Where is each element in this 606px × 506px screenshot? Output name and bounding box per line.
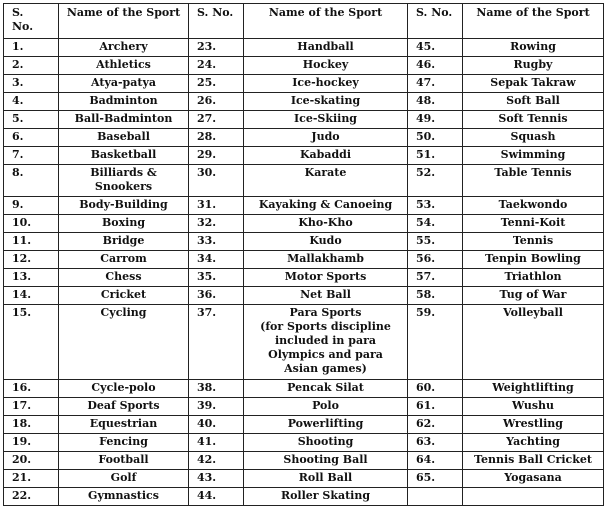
sport-name-cell: Yachting xyxy=(463,434,604,452)
sport-name-cell: Tenpin Bowling xyxy=(463,251,604,269)
serial-number-cell: 39. xyxy=(189,398,244,416)
serial-number-cell: 46. xyxy=(408,57,463,75)
serial-number-cell: 44. xyxy=(189,488,244,506)
table-row xyxy=(4,434,604,452)
sport-name-cell: Squash xyxy=(463,129,604,147)
sports-list-page xyxy=(3,3,603,502)
sport-name-cell: Judo xyxy=(244,129,408,147)
serial-number-cell: 38. xyxy=(189,380,244,398)
serial-number-cell: 18. xyxy=(4,416,59,434)
sport-name-cell: Kabaddi xyxy=(244,147,408,165)
serial-number-cell: 48. xyxy=(408,93,463,111)
serial-number-cell: 60. xyxy=(408,380,463,398)
table-row xyxy=(4,398,604,416)
table-row xyxy=(4,39,604,57)
sport-name-cell: Ball-Badminton xyxy=(59,111,189,129)
sport-name-cell: Shooting xyxy=(244,434,408,452)
serial-number-cell: 65. xyxy=(408,470,463,488)
serial-number-cell: 42. xyxy=(189,452,244,470)
serial-number-cell xyxy=(408,488,463,506)
sport-name-cell: Basketball xyxy=(59,147,189,165)
sport-name-cell: Handball xyxy=(244,39,408,57)
serial-number-cell: 59. xyxy=(408,305,463,380)
table-row xyxy=(4,57,604,75)
serial-number-cell: 41. xyxy=(189,434,244,452)
sport-name-cell: Taekwondo xyxy=(463,197,604,215)
serial-number-cell: 24. xyxy=(189,57,244,75)
sport-name-cell: Pencak Silat xyxy=(244,380,408,398)
serial-number-cell: 9. xyxy=(4,197,59,215)
sport-name-cell: Cricket xyxy=(59,287,189,305)
header-sno: S. No. xyxy=(408,4,463,39)
serial-number-cell: 15. xyxy=(4,305,59,380)
serial-number-cell: 36. xyxy=(189,287,244,305)
sport-name-cell: Kho-Kho xyxy=(244,215,408,233)
table-row xyxy=(4,305,604,380)
sport-name-cell: Tennis xyxy=(463,233,604,251)
serial-number-cell: 57. xyxy=(408,269,463,287)
serial-number-cell: 35. xyxy=(189,269,244,287)
serial-number-cell: 58. xyxy=(408,287,463,305)
serial-number-cell: 40. xyxy=(189,416,244,434)
sport-name-cell: Baseball xyxy=(59,129,189,147)
table-row xyxy=(4,287,604,305)
serial-number-cell: 2. xyxy=(4,57,59,75)
sport-name-cell: Karate xyxy=(244,165,408,197)
table-row xyxy=(4,75,604,93)
serial-number-cell: 43. xyxy=(189,470,244,488)
sport-name-cell: Cycling xyxy=(59,305,189,380)
serial-number-cell: 33. xyxy=(189,233,244,251)
serial-number-cell: 4. xyxy=(4,93,59,111)
sport-name-cell: Football xyxy=(59,452,189,470)
sport-name-cell: Equestrian xyxy=(59,416,189,434)
sport-name-cell: Billiards & Snookers xyxy=(59,165,189,197)
sport-name-cell: Sepak Takraw xyxy=(463,75,604,93)
sport-name-cell: Kayaking & Canoeing xyxy=(244,197,408,215)
header-sno: S. No. xyxy=(4,4,59,39)
sport-name-cell: Weightlifting xyxy=(463,380,604,398)
serial-number-cell: 32. xyxy=(189,215,244,233)
serial-number-cell: 54. xyxy=(408,215,463,233)
serial-number-cell: 61. xyxy=(408,398,463,416)
serial-number-cell: 10. xyxy=(4,215,59,233)
serial-number-cell: 1. xyxy=(4,39,59,57)
sport-name-cell: Para Sports (for Sports discipline included in para Olympics and para Asian games) xyxy=(244,305,408,380)
table-row xyxy=(4,470,604,488)
table-row xyxy=(4,215,604,233)
sport-name-cell: Mallakhamb xyxy=(244,251,408,269)
serial-number-cell: 37. xyxy=(189,305,244,380)
serial-number-cell: 22. xyxy=(4,488,59,506)
serial-number-cell: 17. xyxy=(4,398,59,416)
serial-number-cell: 5. xyxy=(4,111,59,129)
serial-number-cell: 7. xyxy=(4,147,59,165)
serial-number-cell: 13. xyxy=(4,269,59,287)
serial-number-cell: 34. xyxy=(189,251,244,269)
table-row xyxy=(4,197,604,215)
table-row xyxy=(4,233,604,251)
sport-name-cell: Badminton xyxy=(59,93,189,111)
table-row xyxy=(4,129,604,147)
sport-name-cell: Ice-skating xyxy=(244,93,408,111)
serial-number-cell: 62. xyxy=(408,416,463,434)
sport-name-cell: Carrom xyxy=(59,251,189,269)
sport-name-cell: Tenni-Koit xyxy=(463,215,604,233)
serial-number-cell: 31. xyxy=(189,197,244,215)
serial-number-cell: 12. xyxy=(4,251,59,269)
header-sport-name: Name of the Sport xyxy=(244,4,408,39)
serial-number-cell: 47. xyxy=(408,75,463,93)
sport-name-cell: Body-Building xyxy=(59,197,189,215)
serial-number-cell: 45. xyxy=(408,39,463,57)
sport-name-cell: Powerlifting xyxy=(244,416,408,434)
sport-name-cell: Tennis Ball Cricket xyxy=(463,452,604,470)
sport-name-cell: Ice-hockey xyxy=(244,75,408,93)
serial-number-cell: 28. xyxy=(189,129,244,147)
sport-name-cell: Triathlon xyxy=(463,269,604,287)
table-row xyxy=(4,452,604,470)
table-row xyxy=(4,93,604,111)
table-row xyxy=(4,269,604,287)
serial-number-cell: 51. xyxy=(408,147,463,165)
serial-number-cell: 3. xyxy=(4,75,59,93)
serial-number-cell: 26. xyxy=(189,93,244,111)
serial-number-cell: 56. xyxy=(408,251,463,269)
sport-name-cell: Gymnastics xyxy=(59,488,189,506)
sport-name-cell: Ice-Skiing xyxy=(244,111,408,129)
sport-name-cell: Roller Skating xyxy=(244,488,408,506)
header-sport-name: Name of the Sport xyxy=(463,4,604,39)
serial-number-cell: 49. xyxy=(408,111,463,129)
sport-name-cell: Yogasana xyxy=(463,470,604,488)
sport-name-cell: Volleyball xyxy=(463,305,604,380)
serial-number-cell: 64. xyxy=(408,452,463,470)
serial-number-cell: 30. xyxy=(189,165,244,197)
serial-number-cell: 14. xyxy=(4,287,59,305)
sport-name-cell: Table Tennis xyxy=(463,165,604,197)
sports-table xyxy=(3,3,604,506)
sport-name-cell: Soft Tennis xyxy=(463,111,604,129)
table-row xyxy=(4,380,604,398)
serial-number-cell: 27. xyxy=(189,111,244,129)
sport-name-cell: Boxing xyxy=(59,215,189,233)
sport-name-cell: Cycle-polo xyxy=(59,380,189,398)
sport-name-cell: Polo xyxy=(244,398,408,416)
table-row xyxy=(4,111,604,129)
serial-number-cell: 55. xyxy=(408,233,463,251)
header-sport-name: Name of the Sport xyxy=(59,4,189,39)
sport-name-cell: Archery xyxy=(59,39,189,57)
sport-name-cell: Soft Ball xyxy=(463,93,604,111)
sport-name-cell: Tug of War xyxy=(463,287,604,305)
sport-name-cell: Motor Sports xyxy=(244,269,408,287)
sport-name-cell: Wushu xyxy=(463,398,604,416)
sport-name-cell: Golf xyxy=(59,470,189,488)
table-row xyxy=(4,147,604,165)
serial-number-cell: 11. xyxy=(4,233,59,251)
serial-number-cell: 16. xyxy=(4,380,59,398)
serial-number-cell: 20. xyxy=(4,452,59,470)
sport-name-cell: Swimming xyxy=(463,147,604,165)
table-row xyxy=(4,251,604,269)
sport-name-cell: Roll Ball xyxy=(244,470,408,488)
serial-number-cell: 63. xyxy=(408,434,463,452)
sport-name-cell: Chess xyxy=(59,269,189,287)
serial-number-cell: 25. xyxy=(189,75,244,93)
sport-name-cell: Wrestling xyxy=(463,416,604,434)
sport-name-cell: Kudo xyxy=(244,233,408,251)
header-row xyxy=(4,4,604,39)
sport-name-cell: Shooting Ball xyxy=(244,452,408,470)
sport-name-cell: Fencing xyxy=(59,434,189,452)
sport-name-cell: Net Ball xyxy=(244,287,408,305)
serial-number-cell: 19. xyxy=(4,434,59,452)
table-row xyxy=(4,165,604,197)
sport-name-cell: Deaf Sports xyxy=(59,398,189,416)
sport-name-cell xyxy=(463,488,604,506)
serial-number-cell: 21. xyxy=(4,470,59,488)
serial-number-cell: 6. xyxy=(4,129,59,147)
sport-name-cell: Rugby xyxy=(463,57,604,75)
serial-number-cell: 50. xyxy=(408,129,463,147)
header-sno: S. No. xyxy=(189,4,244,39)
sport-name-cell: Atya-patya xyxy=(59,75,189,93)
sport-name-cell: Athletics xyxy=(59,57,189,75)
sport-name-cell: Bridge xyxy=(59,233,189,251)
serial-number-cell: 29. xyxy=(189,147,244,165)
serial-number-cell: 23. xyxy=(189,39,244,57)
sport-name-cell: Rowing xyxy=(463,39,604,57)
table-row xyxy=(4,416,604,434)
serial-number-cell: 53. xyxy=(408,197,463,215)
sport-name-cell: Hockey xyxy=(244,57,408,75)
serial-number-cell: 8. xyxy=(4,165,59,197)
table-row xyxy=(4,488,604,506)
serial-number-cell: 52. xyxy=(408,165,463,197)
